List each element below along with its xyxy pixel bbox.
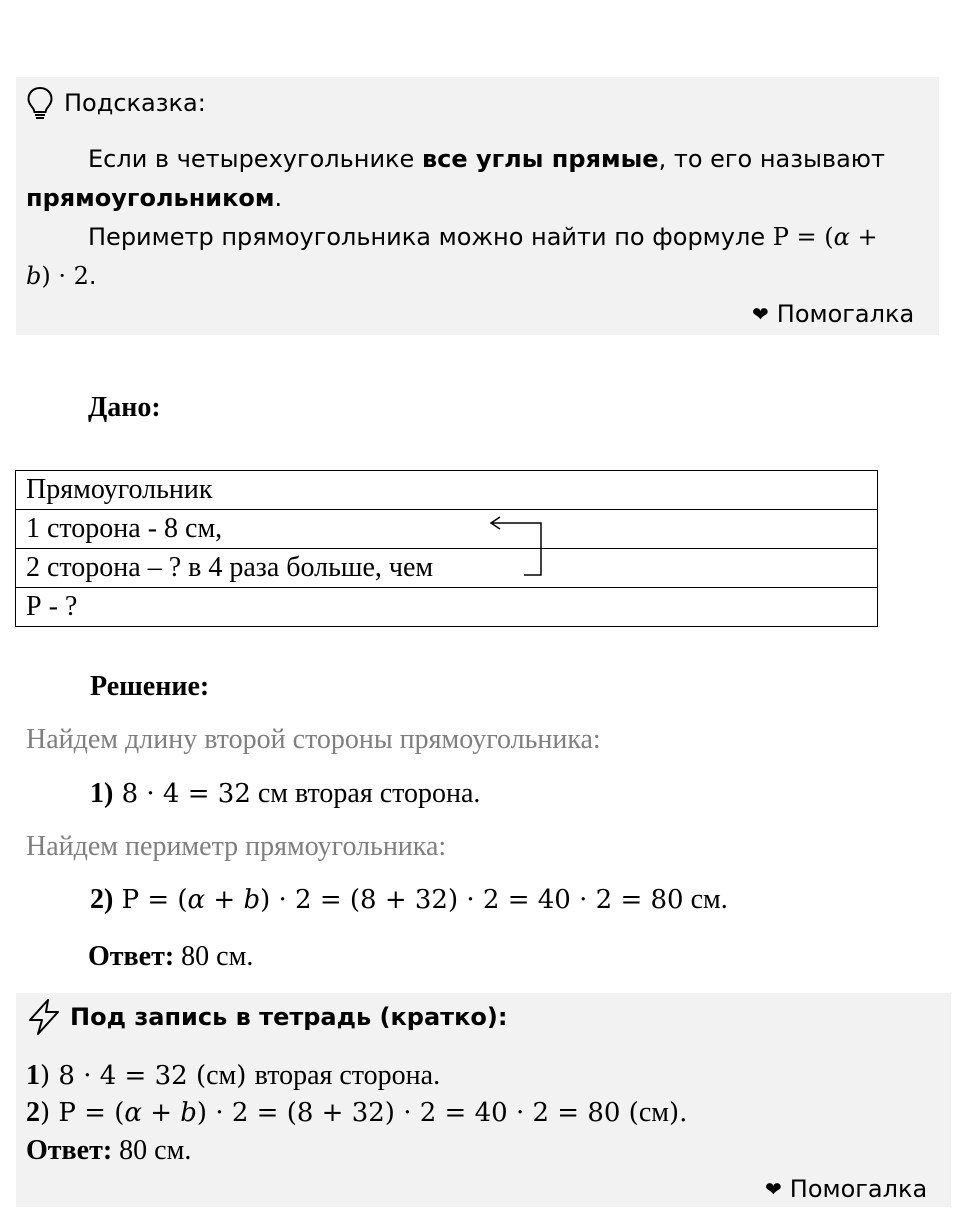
note-title-text: Под запись в тетрадь (кратко):: [70, 1003, 508, 1031]
relation-arrow-icon: [480, 510, 550, 582]
step-math: P = (: [113, 885, 188, 915]
hint-p2-text: Периметр прямоугольника можно найти по формуле: [88, 223, 773, 251]
lightning-icon: [26, 998, 62, 1036]
hint-formula-b: b: [26, 262, 42, 290]
step-number: 1): [90, 778, 114, 809]
hint-paragraph-2: [26, 218, 931, 296]
solution-step-2: [90, 884, 728, 916]
hint-p1-bold-2: прямоугольником: [26, 184, 275, 212]
table-row: [16, 549, 878, 588]
table-cell: Р - ?: [16, 588, 878, 627]
answer-label: Ответ:: [26, 1135, 113, 1166]
note-text: вторая сторона.: [254, 1060, 441, 1091]
note-step-number: 1: [26, 1060, 40, 1091]
given-heading: Дано:: [88, 392, 161, 423]
table-cell: 2 сторона – ? в 4 раза больше, чем: [16, 549, 878, 588]
hint-title: [26, 86, 206, 120]
note-math-alpha: α: [124, 1098, 142, 1128]
note-unit: см: [638, 1097, 669, 1128]
note-step-number: 2: [26, 1097, 40, 1128]
table-cell: 1 сторона - 8 см,: [16, 510, 878, 549]
brand-label: [752, 300, 914, 328]
step-text: см.: [683, 884, 728, 915]
hint-p1-text: Если в четырехугольнике: [88, 145, 422, 173]
hint-paragraph-1: [26, 140, 931, 218]
hint-p2-end: .: [88, 262, 97, 290]
hint-formula-plus: +: [849, 223, 878, 251]
hint-p1-end: .: [274, 184, 283, 212]
answer-value: 80 см.: [112, 1135, 192, 1166]
hint-p1-text-2: , то его называют: [658, 145, 885, 173]
note-title: [26, 998, 507, 1036]
hint-formula-part: P = (: [772, 223, 834, 251]
note-line-1: [26, 1060, 440, 1092]
step-math: ) · 2 = (8 + 32) · 2 = 40 · 2 = 80: [260, 885, 684, 915]
step-math: +: [205, 885, 244, 915]
hint-formula-alpha: α: [833, 223, 850, 251]
note-math: +: [141, 1098, 181, 1128]
hint-p1-bold: все углы прямые: [421, 145, 659, 173]
note-math: ) P = (: [40, 1098, 125, 1128]
answer-label: Ответ:: [88, 941, 175, 972]
table-row: [16, 471, 878, 510]
step-number: 2): [90, 884, 114, 915]
note-math: ) 8 · 4 = 32 (: [40, 1061, 207, 1091]
hint-text: [26, 140, 931, 296]
solution-comment-1: Найдем длину второй стороны прямоугольника:: [26, 724, 601, 755]
given-table: [15, 470, 878, 627]
heart-icon: ❤: [765, 1177, 782, 1201]
step-math-alpha: α: [187, 885, 206, 915]
brand-text: Помогалка: [776, 300, 915, 328]
lightbulb-icon: [26, 86, 54, 120]
note-unit: см: [206, 1060, 237, 1091]
table-cell: Прямоугольник: [16, 471, 878, 510]
note-answer: [26, 1135, 191, 1167]
solution-heading: Решение:: [90, 671, 210, 702]
step-math-b: b: [243, 885, 261, 915]
note-math: ).: [668, 1098, 688, 1128]
hint-formula-tail: ) · 2: [41, 262, 89, 290]
heart-icon: ❤: [752, 302, 769, 326]
answer-value: 80 см.: [174, 941, 254, 972]
hint-title-text: Подсказка:: [64, 89, 206, 117]
solution-comment-2: Найдем периметр прямоугольника:: [26, 831, 447, 862]
brand-text: Помогалка: [789, 1175, 928, 1203]
brand-label-bottom: [765, 1175, 927, 1203]
solution-answer: [88, 941, 253, 973]
step-text: см вторая сторона.: [250, 778, 481, 809]
table-row: [16, 588, 878, 627]
step-math: 8 · 4 = 32: [113, 779, 251, 809]
note-line-2: [26, 1097, 687, 1129]
table-row: [16, 510, 878, 549]
note-math-b: b: [180, 1098, 197, 1128]
note-math: ): [236, 1061, 255, 1091]
note-math: ) · 2 = (8 + 32) · 2 = 40 · 2 = 80 (: [196, 1098, 639, 1128]
solution-step-1: [90, 778, 480, 810]
